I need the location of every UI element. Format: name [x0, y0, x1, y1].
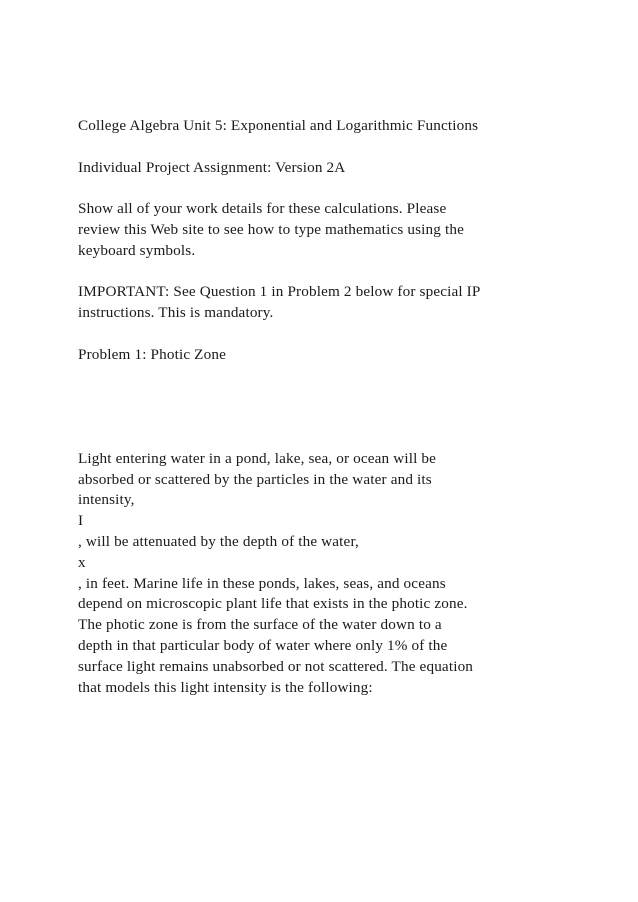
important-paragraph: [78, 282, 598, 324]
text-line: Show all of your work details for these calculations. Please: [78, 200, 447, 218]
document-page: [78, 116, 598, 698]
spacer: [78, 366, 598, 449]
text-line: The photic zone is from the surface of the water down to a: [78, 616, 442, 634]
text-line: Light entering water in a pond, lake, sea, or ocean will be: [78, 449, 437, 467]
text-line: keyboard symbols.: [78, 241, 196, 259]
text-line: instructions. This is mandatory.: [78, 304, 274, 322]
spacer: [78, 324, 598, 345]
spacer: [78, 262, 598, 283]
text-line: , in feet. Marine life in these ponds, lakes, seas, and oceans: [78, 574, 446, 592]
problem-heading: Problem 1: Photic Zone: [78, 345, 226, 363]
text-line: intensity,: [78, 491, 135, 509]
text-line: , will be attenuated by the depth of the water,: [78, 532, 359, 550]
text-line: that models this light intensity is the following:: [78, 678, 373, 696]
assignment-heading: Individual Project Assignment: Version 2A: [78, 158, 346, 176]
text-line: IMPORTANT: See Question 1 in Problem 2 below for special IP: [78, 283, 481, 301]
variable-depth: x: [78, 553, 86, 571]
instructions-paragraph: [78, 199, 598, 261]
text-line: depth in that particular body of water where only 1% of the: [78, 636, 448, 654]
spacer: [78, 137, 598, 158]
text-line: surface light remains unabsorbed or not scattered. The equation: [78, 657, 474, 675]
document-title: College Algebra Unit 5: Exponential and Logarithmic Functions: [78, 117, 479, 134]
spacer: [78, 178, 598, 199]
body-paragraph: [78, 449, 598, 699]
text-line: depend on microscopic plant life that exists in the photic zone.: [78, 595, 468, 613]
variable-intensity: I: [78, 512, 84, 530]
text-line: review this Web site to see how to type mathematics using the: [78, 220, 464, 238]
text-line: absorbed or scattered by the particles in the water and its: [78, 470, 432, 488]
